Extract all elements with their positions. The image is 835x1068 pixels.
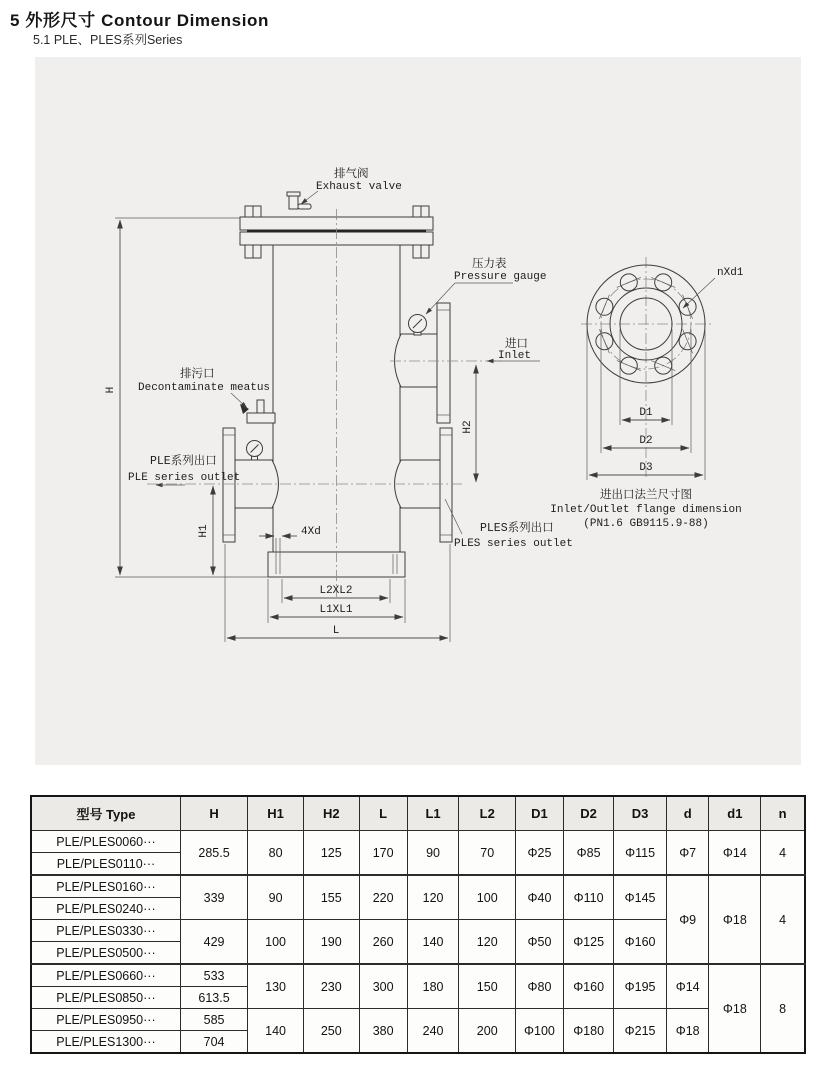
value-cell: Φ14 <box>709 831 761 876</box>
value-cell: Φ215 <box>614 1009 667 1054</box>
value-cell: 125 <box>303 831 359 876</box>
flange-caption-en: Inlet/Outlet flange dimension <box>550 504 742 516</box>
table-row <box>31 1009 805 1031</box>
value-cell: Φ18 <box>666 1009 709 1054</box>
exhaust-valve <box>287 192 311 209</box>
pressure-gauge <box>409 315 427 336</box>
col-header-type: 型号 Type <box>31 796 180 831</box>
value-cell: Φ25 <box>515 831 563 876</box>
value-cell: 429 <box>180 920 247 965</box>
model-cell: PLE/PLES0500··· <box>31 942 180 965</box>
value-cell: 140 <box>248 1009 304 1054</box>
col-header-h2: H2 <box>303 796 359 831</box>
value-cell: Φ145 <box>614 875 667 920</box>
value-cell: 380 <box>359 1009 407 1054</box>
value-cell: 90 <box>248 875 304 920</box>
value-cell: Φ40 <box>515 875 563 920</box>
value-cell: 80 <box>248 831 304 876</box>
dim-h-label: H <box>105 386 117 394</box>
table-row <box>31 875 805 898</box>
value-cell: 4 <box>761 831 805 876</box>
dim-l-label: L <box>332 625 340 637</box>
value-cell: Φ14 <box>666 964 709 1009</box>
col-header-d3: D3 <box>614 796 667 831</box>
col-header-l1: L1 <box>407 796 459 831</box>
value-cell: Φ9 <box>666 875 709 964</box>
value-cell: 170 <box>359 831 407 876</box>
dimension-h2 <box>462 365 476 482</box>
dimension-l2 <box>282 579 390 603</box>
value-cell: 180 <box>407 964 459 1009</box>
drain-label-zh: 排污口 <box>180 368 215 381</box>
table-row <box>31 831 805 853</box>
value-cell: Φ160 <box>563 964 613 1009</box>
col-header-d1small: d1 <box>709 796 761 831</box>
value-cell: 300 <box>359 964 407 1009</box>
model-cell: PLE/PLES0950··· <box>31 1009 180 1031</box>
flange-face-view <box>550 257 744 530</box>
value-cell: Φ18 <box>709 875 761 964</box>
value-cell: 130 <box>248 964 304 1009</box>
value-cell: 250 <box>303 1009 359 1054</box>
value-cell: 260 <box>359 920 407 965</box>
dimension-table <box>30 795 806 1054</box>
drain-valve <box>240 400 275 423</box>
value-cell: Φ160 <box>614 920 667 965</box>
ple-outlet <box>223 428 279 542</box>
col-header-h: H <box>180 796 247 831</box>
dim-l1-label: L1XL1 <box>319 604 353 616</box>
value-cell: 200 <box>459 1009 516 1054</box>
exhaust-valve-label-en: Exhaust valve <box>316 181 402 193</box>
inlet-label-en: Inlet <box>498 350 532 362</box>
value-cell: Φ7 <box>666 831 709 876</box>
value-cell: 70 <box>459 831 516 876</box>
value-cell: 220 <box>359 875 407 920</box>
pressure-gauge-label-en: Pressure gauge <box>454 271 547 283</box>
dimension-table-wrap <box>30 795 806 1054</box>
value-cell: Φ85 <box>563 831 613 876</box>
col-header-l: L <box>359 796 407 831</box>
value-cell: 533 <box>180 964 247 987</box>
value-cell: 8 <box>761 964 805 1053</box>
col-header-l2: L2 <box>459 796 516 831</box>
value-cell: Φ125 <box>563 920 613 965</box>
exhaust-valve-label-zh: 排气阀 <box>334 168 369 181</box>
value-cell: 100 <box>459 875 516 920</box>
value-cell: 100 <box>248 920 304 965</box>
value-cell: 120 <box>407 875 459 920</box>
table-row <box>31 964 805 987</box>
value-cell: 4 <box>761 875 805 964</box>
model-cell: PLE/PLES0660··· <box>31 964 180 987</box>
value-cell: 150 <box>459 964 516 1009</box>
flange-caption-zh: 进出口法兰尺寸图 <box>600 489 692 502</box>
dim-h2-label: H2 <box>462 420 474 434</box>
value-cell: Φ110 <box>563 875 613 920</box>
value-cell: 90 <box>407 831 459 876</box>
value-cell: Φ100 <box>515 1009 563 1054</box>
model-cell: PLE/PLES1300··· <box>31 1031 180 1054</box>
dim-d2-label: D2 <box>639 435 653 447</box>
dim-h1-label: H1 <box>198 524 210 538</box>
col-header-h1: H1 <box>248 796 304 831</box>
dimension-4xd <box>259 526 321 538</box>
value-cell: 120 <box>459 920 516 965</box>
value-cell: 585 <box>180 1009 247 1031</box>
contour-drawing <box>35 57 801 765</box>
model-cell: PLE/PLES0160··· <box>31 875 180 898</box>
col-header-d: d <box>666 796 709 831</box>
col-header-d2: D2 <box>563 796 613 831</box>
value-cell: 240 <box>407 1009 459 1054</box>
col-header-n: n <box>761 796 805 831</box>
dim-d3-label: D3 <box>639 462 653 474</box>
flange-caption-std: (PN1.6 GB9115.9-88) <box>583 518 709 530</box>
page-title: 5 外形尺寸 Contour Dimension <box>10 11 270 30</box>
dimension-h1 <box>198 486 213 575</box>
drain-label-en: Decontaminate meatus <box>138 382 271 394</box>
value-cell: Φ80 <box>515 964 563 1009</box>
ple-outlet-label-zh: PLE系列出口 <box>150 455 217 468</box>
value-cell: 190 <box>303 920 359 965</box>
pressure-gauge-label-zh: 压力表 <box>472 258 507 271</box>
model-cell: PLE/PLES0060··· <box>31 831 180 853</box>
model-cell: PLE/PLES0110··· <box>31 853 180 876</box>
value-cell: 155 <box>303 875 359 920</box>
dim-l2-label: L2XL2 <box>319 585 353 597</box>
model-cell: PLE/PLES0240··· <box>31 898 180 920</box>
value-cell: 140 <box>407 920 459 965</box>
ples-outlet <box>395 428 453 542</box>
dim-d1-label: D1 <box>639 407 653 419</box>
value-cell: Φ18 <box>709 964 761 1053</box>
model-cell: PLE/PLES0850··· <box>31 987 180 1009</box>
inlet-label-zh: 进口 <box>505 338 528 351</box>
value-cell: Φ180 <box>563 1009 613 1054</box>
drawing-panel <box>35 57 801 765</box>
value-cell: 230 <box>303 964 359 1009</box>
header-row <box>31 796 805 831</box>
dimension-h <box>105 218 271 577</box>
value-cell: Φ115 <box>614 831 667 876</box>
ples-outlet-label-zh: PLES系列出口 <box>480 522 554 535</box>
model-cell: PLE/PLES0330··· <box>31 920 180 942</box>
page-subtitle: 5.1 PLE、PLES系列Series <box>33 33 183 47</box>
dim-nxd1-label: nXd1 <box>717 267 744 279</box>
ple-outlet-label-en: PLE series outlet <box>128 472 241 484</box>
value-cell: 704 <box>180 1031 247 1054</box>
value-cell: 285.5 <box>180 831 247 876</box>
ples-outlet-label-en: PLES series outlet <box>454 538 573 550</box>
value-cell: 613.5 <box>180 987 247 1009</box>
value-cell: Φ50 <box>515 920 563 965</box>
dim-4xd-label: 4Xd <box>301 526 321 538</box>
value-cell: Φ195 <box>614 964 667 1009</box>
value-cell: 339 <box>180 875 247 920</box>
col-header-d1: D1 <box>515 796 563 831</box>
